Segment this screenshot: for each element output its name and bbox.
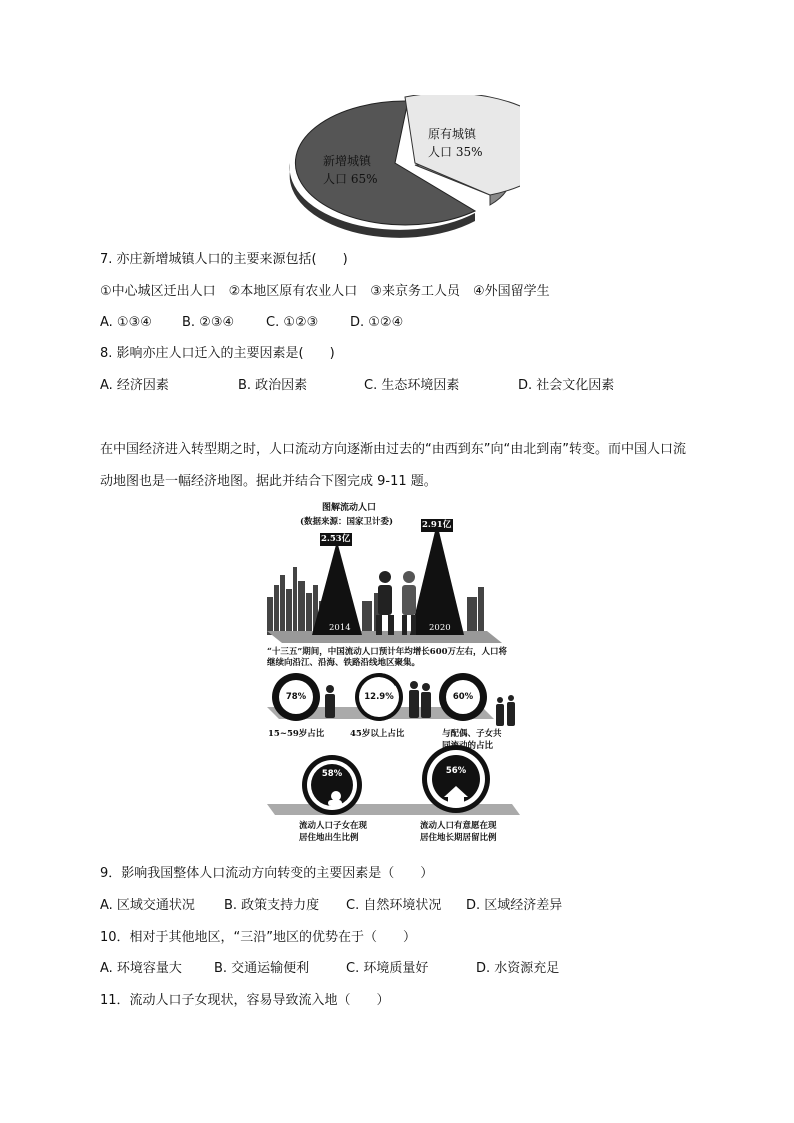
q9-option-d: D. 区域经济差异 [466, 898, 563, 913]
triangle-2014 [312, 541, 362, 635]
q7-options [100, 313, 403, 333]
q9-option-c: C. 自然环境状况 [346, 898, 442, 913]
q9-stem: 9．影响我国整体人口流动方向转变的主要因素是（ ） [100, 866, 434, 881]
value-2020: 2.91亿 [422, 520, 452, 530]
q8-stem: 8. 影响亦庄人口迁入的主要因素是( ) [100, 346, 335, 361]
pie-svg [280, 95, 520, 245]
ring-4-pct: 58% [321, 769, 343, 779]
ring-1-pct: 78% [285, 692, 307, 702]
ring-1-caption: 15~59岁占比 [268, 729, 325, 739]
ring-2-caption: 45岁以上占比 [350, 729, 405, 739]
q9-option-a: A. 区域交通状况 [100, 898, 195, 913]
infographic-source: (数据来源：国家卫计委) [300, 517, 394, 527]
q11-stem: 11．流动人口子女现状，容易导致流入地（ ） [100, 993, 390, 1008]
passage-line-2: 动地图也是一幅经济地图。据此并结合下图完成 9-11 题。 [100, 474, 437, 489]
infographic-note-line-1: “十三五”期间，中国流动人口预计年均增长600万左右，人口将 [267, 647, 508, 657]
ring-2-pct: 12.9% [364, 692, 394, 702]
ring-3-caption-line-2: 同流动的占比 [442, 741, 494, 751]
ring-4-caption-line-2: 居住地出生比例 [299, 833, 359, 843]
q7-option-a: A. ①③④ [100, 315, 152, 330]
ring-3-pct: 60% [452, 692, 474, 702]
q10-option-b: B. 交通运输便利 [214, 961, 310, 976]
year-2014: 2014 [329, 623, 351, 633]
year-2020: 2020 [429, 623, 451, 633]
ring-5-pct: 56% [445, 766, 467, 776]
q8-option-c: C. 生态环境因素 [364, 378, 460, 393]
person-silhouettes-row-1 [325, 681, 515, 726]
q10-option-c: C. 环境质量好 [346, 961, 429, 976]
q7-option-d: D. ①②④ [350, 315, 404, 330]
pie-label-new: 新增城镇 人口 65% [323, 154, 378, 186]
passage-line-1: 在中国经济进入转型期之时，人口流动方向逐渐由过去的“由西到东”向“由北到南”转变。而中国人口流 [100, 442, 686, 457]
q10-option-d: D. 水资源充足 [476, 961, 560, 976]
value-2014: 2.53亿 [321, 534, 351, 544]
floating-population-infographic [262, 497, 547, 847]
q8-option-a: A. 经济因素 [100, 378, 169, 393]
ring-5 [422, 745, 490, 813]
triangle-2020 [410, 523, 464, 635]
infographic-note-line-2: 继续向沿江、沿海、铁路沿线地区聚集。 [267, 658, 421, 668]
q10-option-a: A. 环境容量大 [100, 961, 182, 976]
ring-5-caption-line-2: 居住地长期居留比例 [420, 833, 497, 843]
walking-people-graphic [376, 571, 416, 635]
q10-stem: 10．相对于其他地区，“三沿”地区的优势在于（ ） [100, 930, 417, 945]
ring-4 [302, 755, 362, 815]
q7-stem: 7. 亦庄新增城镇人口的主要来源包括( ) [100, 252, 348, 267]
infographic-title: 图解流动人口 [322, 503, 377, 513]
population-pie-chart [280, 95, 520, 245]
q10-options [100, 959, 559, 979]
q7-option-c: C. ①②③ [266, 315, 319, 330]
q7-option-b: B. ②③④ [182, 315, 235, 330]
q9-option-b: B. 政策支持力度 [224, 898, 320, 913]
q9-options [100, 896, 562, 916]
ring-5-caption-line-1: 流动人口有意愿在现 [420, 821, 497, 831]
ground-band [267, 631, 502, 643]
q8-options [100, 376, 614, 396]
q7-items: ①中心城区迁出人口 ②本地区原有农业人口 ③来京务工人员 ④外国留学生 [100, 284, 550, 299]
ring-row-2-band [267, 804, 520, 815]
pie-label-original: 原有城镇 人口 35% [428, 127, 483, 159]
infographic-svg [262, 497, 547, 847]
q8-option-d: D. 社会文化因素 [518, 378, 615, 393]
ring-3-caption-line-1: 与配偶、子女共 [442, 729, 502, 739]
ring-4-caption-line-1: 流动人口子女在现 [299, 821, 368, 831]
q8-option-b: B. 政治因素 [238, 378, 308, 393]
